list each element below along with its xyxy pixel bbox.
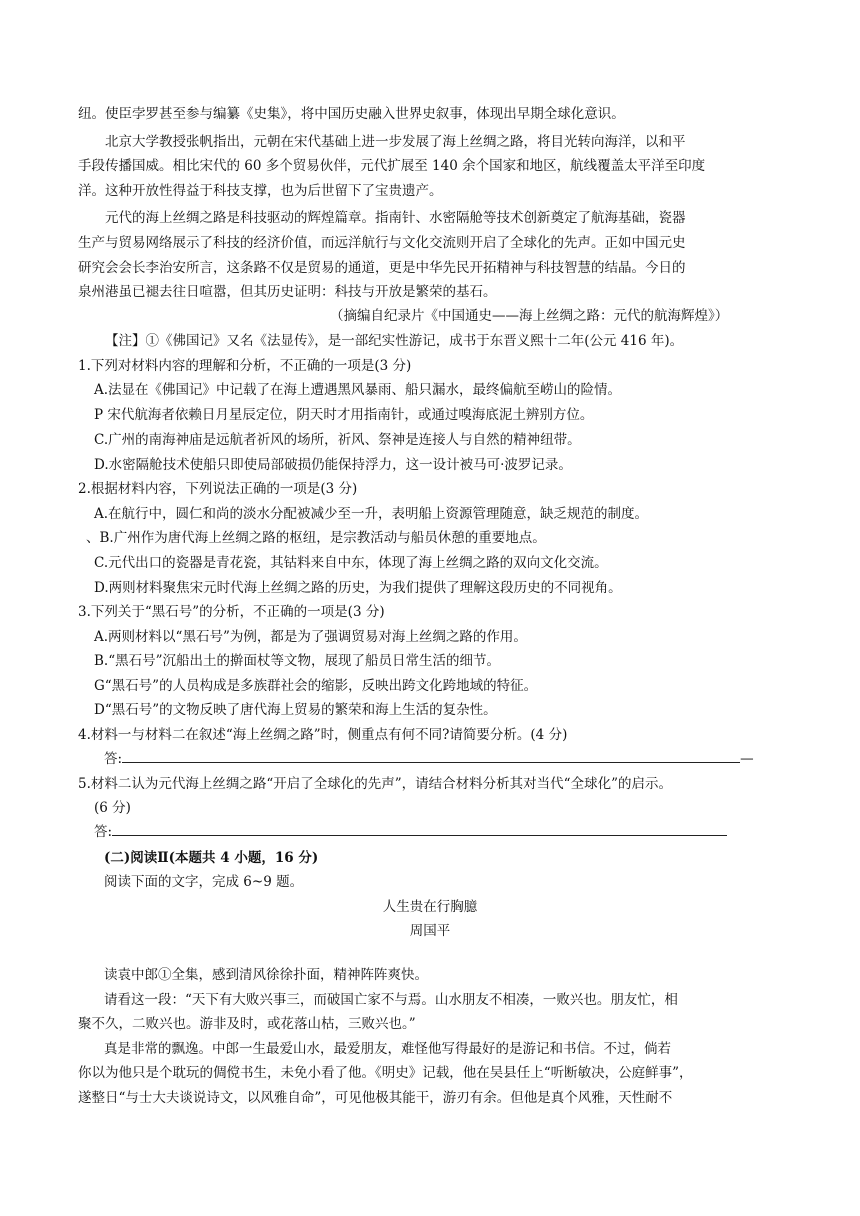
article-author: 周国平: [409, 923, 451, 939]
paragraph-line: 生产与贸易网络展示了科技的经济价值，而远洋航行与文化交流则开启了全球化的先声。正如中国元史: [78, 235, 686, 251]
answer-line[interactable]: [104, 749, 754, 769]
answer-line[interactable]: [94, 822, 727, 842]
paragraph-line: 洋。这种开放性得益于科技支撑，也为后世留下了宝贵遗产。: [78, 183, 443, 199]
paragraph-line: 你以为他只是个耽玩的倜傥书生，未免小看了他。《明史》记载，他在吴县任上“听断敏决，公庭鲜事”，: [78, 1065, 693, 1081]
paragraph-line: 纽。使臣孛罗甚至参与编纂《史集》，将中国历史融入世界史叙事，体现出早期全球化意识。: [78, 106, 625, 122]
paragraph-line: 手段传播国威。相比宋代的 60 多个贸易伙伴，元代扩展至 140 余个国家和地区，航线覆盖太平洋至印度: [78, 158, 706, 174]
option-d: D“黑石号”的文物反映了唐代海上贸易的繁荣和海上生活的复杂性。: [94, 702, 497, 718]
option-b: 、B.广州作为唐代海上丝绸之路的枢纽，是宗教活动与船员休憩的重要地点。: [86, 530, 546, 546]
answer-label: 答:: [94, 824, 113, 840]
paragraph-line: 元代的海上丝绸之路是科技驱动的辉煌篇章。指南针、水密隔舱等技术创新奠定了航海基础，瓷器: [105, 210, 686, 226]
paragraph-line: 研究会会长李治安所言，这条路不仅是贸易的通道，更是中华先民开拓精神与科技智慧的结晶。今日的: [78, 260, 686, 276]
question-points: (6 分): [94, 800, 131, 816]
option-c: G“黑石号”的人员构成是多族群社会的缩影，反映出跨文化跨地域的特征。: [94, 678, 538, 694]
question-stem: 4.材料一与材料二在叙述“海上丝绸之路”时，侧重点有何不同?请简要分析。(4 分): [78, 727, 568, 743]
paragraph-line: 真是非常的飘逸。中郎一生最爱山水，最爱朋友，难怪他写得最好的是游记和书信。不过，倘若: [104, 1041, 671, 1057]
question-stem: 5.材料二认为元代海上丝绸之路“开启了全球化的先声”，请结合材料分析其对当代“全球化”的启示。: [78, 776, 672, 792]
section-heading: (二)阅读Ⅱ(本题共 4 小题，16 分): [104, 850, 319, 866]
section-instruction: 阅读下面的文字，完成 6~9 题。: [104, 874, 304, 890]
answer-label: 答:: [104, 751, 123, 767]
answer-blank[interactable]: [112, 823, 727, 836]
option-b: P 宋代航海者依赖日月星辰定位，阴天时才用指南针，或通过嗅海底泥土辨别方位。: [94, 407, 594, 423]
paragraph-line: 请看这一段：“天下有大败兴事三，而破国亡家不与焉。山水朋友不相凑，一败兴也。朋友忙，相: [104, 992, 678, 1008]
option-c: C.广州的南海神庙是远航者祈风的场所，祈风、祭神是连接人与自然的精神纽带。: [94, 432, 581, 448]
option-d: D.水密隔舱技术使船只即使局部破损仍能保持浮力，这一设计被马可·波罗记录。: [94, 457, 572, 473]
option-a: A.法显在《佛国记》中记载了在海上遭遇黑风暴雨、船只漏水，最终偏航至崂山的险情。: [94, 382, 622, 398]
option-a: A.在航行中，圆仁和尚的淡水分配被减少至一升，表明船上资源管理随意，缺乏规范的制度。: [94, 506, 649, 522]
answer-blank[interactable]: [122, 750, 740, 763]
paragraph-line: 读袁中郎①全集，感到清风徐徐扑面，精神阵阵爽快。: [104, 967, 428, 983]
paragraph-line: 泉州港虽已褪去往日喧嚣，但其历史证明：科技与开放是繁荣的基石。: [78, 284, 497, 300]
option-c: C.元代出口的瓷器是青花瓷，其钴料来自中东，体现了海上丝绸之路的双向文化交流。: [94, 555, 608, 571]
paragraph-line: 聚不久，二败兴也。游非及时，或花落山枯，三败兴也。”: [78, 1016, 416, 1032]
option-b: B.“黑石号”沉船出土的擀面杖等文物，展现了船员日常生活的细节。: [94, 653, 501, 669]
question-stem: 2.根据材料内容，下列说法正确的一项是(3 分): [78, 481, 358, 497]
paragraph-line: 北京大学教授张帆指出，元朝在宋代基础上进一步发展了海上丝绸之路，将目光转向海洋，以和平: [105, 134, 686, 150]
source-citation: （摘编自纪录片《中国通史——海上丝绸之路：元代的航海辉煌》）: [330, 308, 729, 324]
paragraph-line: 遂整日“与士大夫谈说诗文，以风雅自命”，可见他极其能干，游刃有余。但他是真个风雅，天性耐不: [78, 1090, 673, 1106]
question-stem: 1.下列对材料内容的理解和分析，不正确的一项是(3 分): [78, 358, 412, 374]
answer-trail: —: [740, 751, 754, 767]
option-a: A.两则材料以“黑石号”为例，都是为了强调贸易对海上丝绸之路的作用。: [94, 629, 527, 645]
footnote: 【注】①《佛国记》又名《法显传》，是一部纪实性游记，成书于东晋义熙十二年(公元 416 年)。: [105, 333, 684, 349]
question-stem: 3.下列关于“黑石号”的分析，不正确的一项是(3 分): [78, 604, 385, 620]
option-d: D.两则材料聚焦宋元时代海上丝绸之路的历史，为我们提供了理解这段历史的不同视角。: [94, 580, 622, 596]
article-title: 人生贵在行胸臆: [382, 899, 478, 915]
